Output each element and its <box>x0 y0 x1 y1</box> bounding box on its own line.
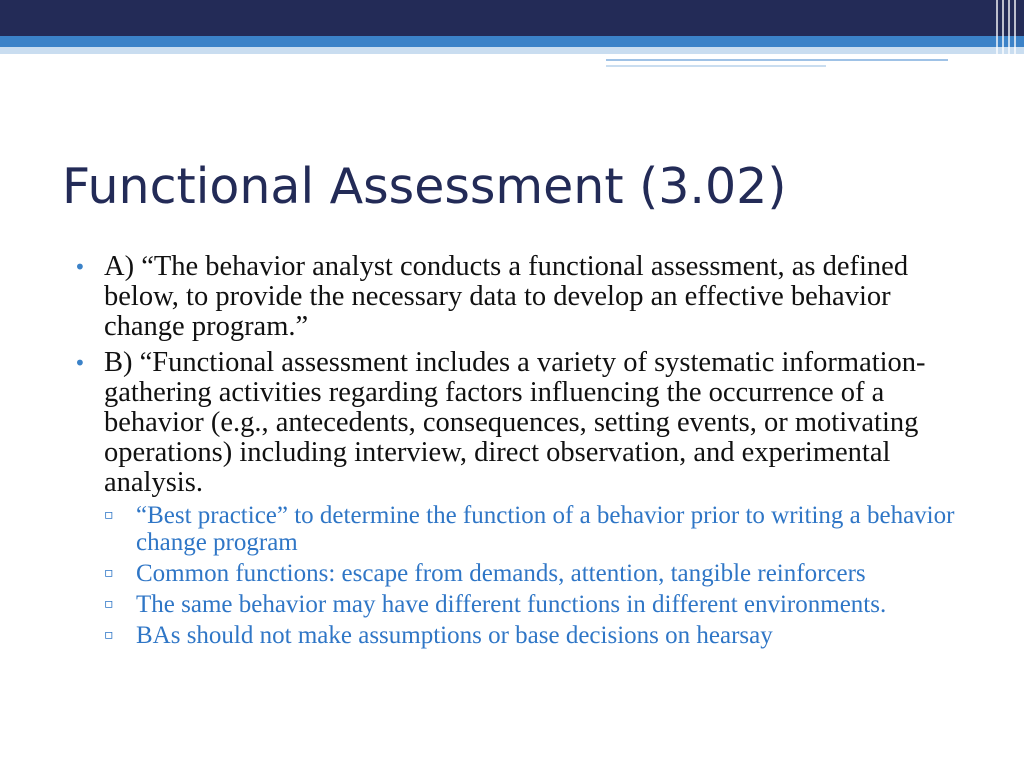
header-decorative-stripes <box>992 0 1024 70</box>
header-accent-line-secondary <box>606 65 826 67</box>
sub-bullet-different-functions: ▫ The same behavior may have different functions in different environments. <box>104 591 972 618</box>
sub-bullet-no-assumptions: ▫ BAs should not make assumptions or base decisions on hearsay <box>104 622 972 649</box>
header-pale-band <box>0 47 1024 54</box>
sub-bullet-list <box>104 502 972 649</box>
header-dark-band <box>0 0 1024 36</box>
bullet-b-text: B) “Functional assessment includes a variety of systematic information-gathering activities regarding factors influencing the occurrence of a behavior (e.g., antecedents, consequences, setting events, or motivating operations) including interview, direct observation, and experimental analysis. <box>104 347 926 498</box>
bullet-list <box>72 252 972 649</box>
slide-title: Functional Assessment (3.02) <box>62 158 787 215</box>
sub-bullet-best-practice: ▫ “Best practice” to determine the function of a behavior prior to writing a behavior change program <box>104 502 972 556</box>
slide-body <box>72 252 972 655</box>
sub-bullet-common-functions: ▫ Common functions: escape from demands, attention, tangible reinforcers <box>104 560 972 587</box>
bullet-b <box>72 348 972 649</box>
bullet-a: • A) “The behavior analyst conducts a functional assessment, as defined below, to provide the necessary data to develop an effective behavior change program.” <box>72 252 972 342</box>
header-blue-band <box>0 36 1024 47</box>
header-accent-line <box>606 59 948 61</box>
